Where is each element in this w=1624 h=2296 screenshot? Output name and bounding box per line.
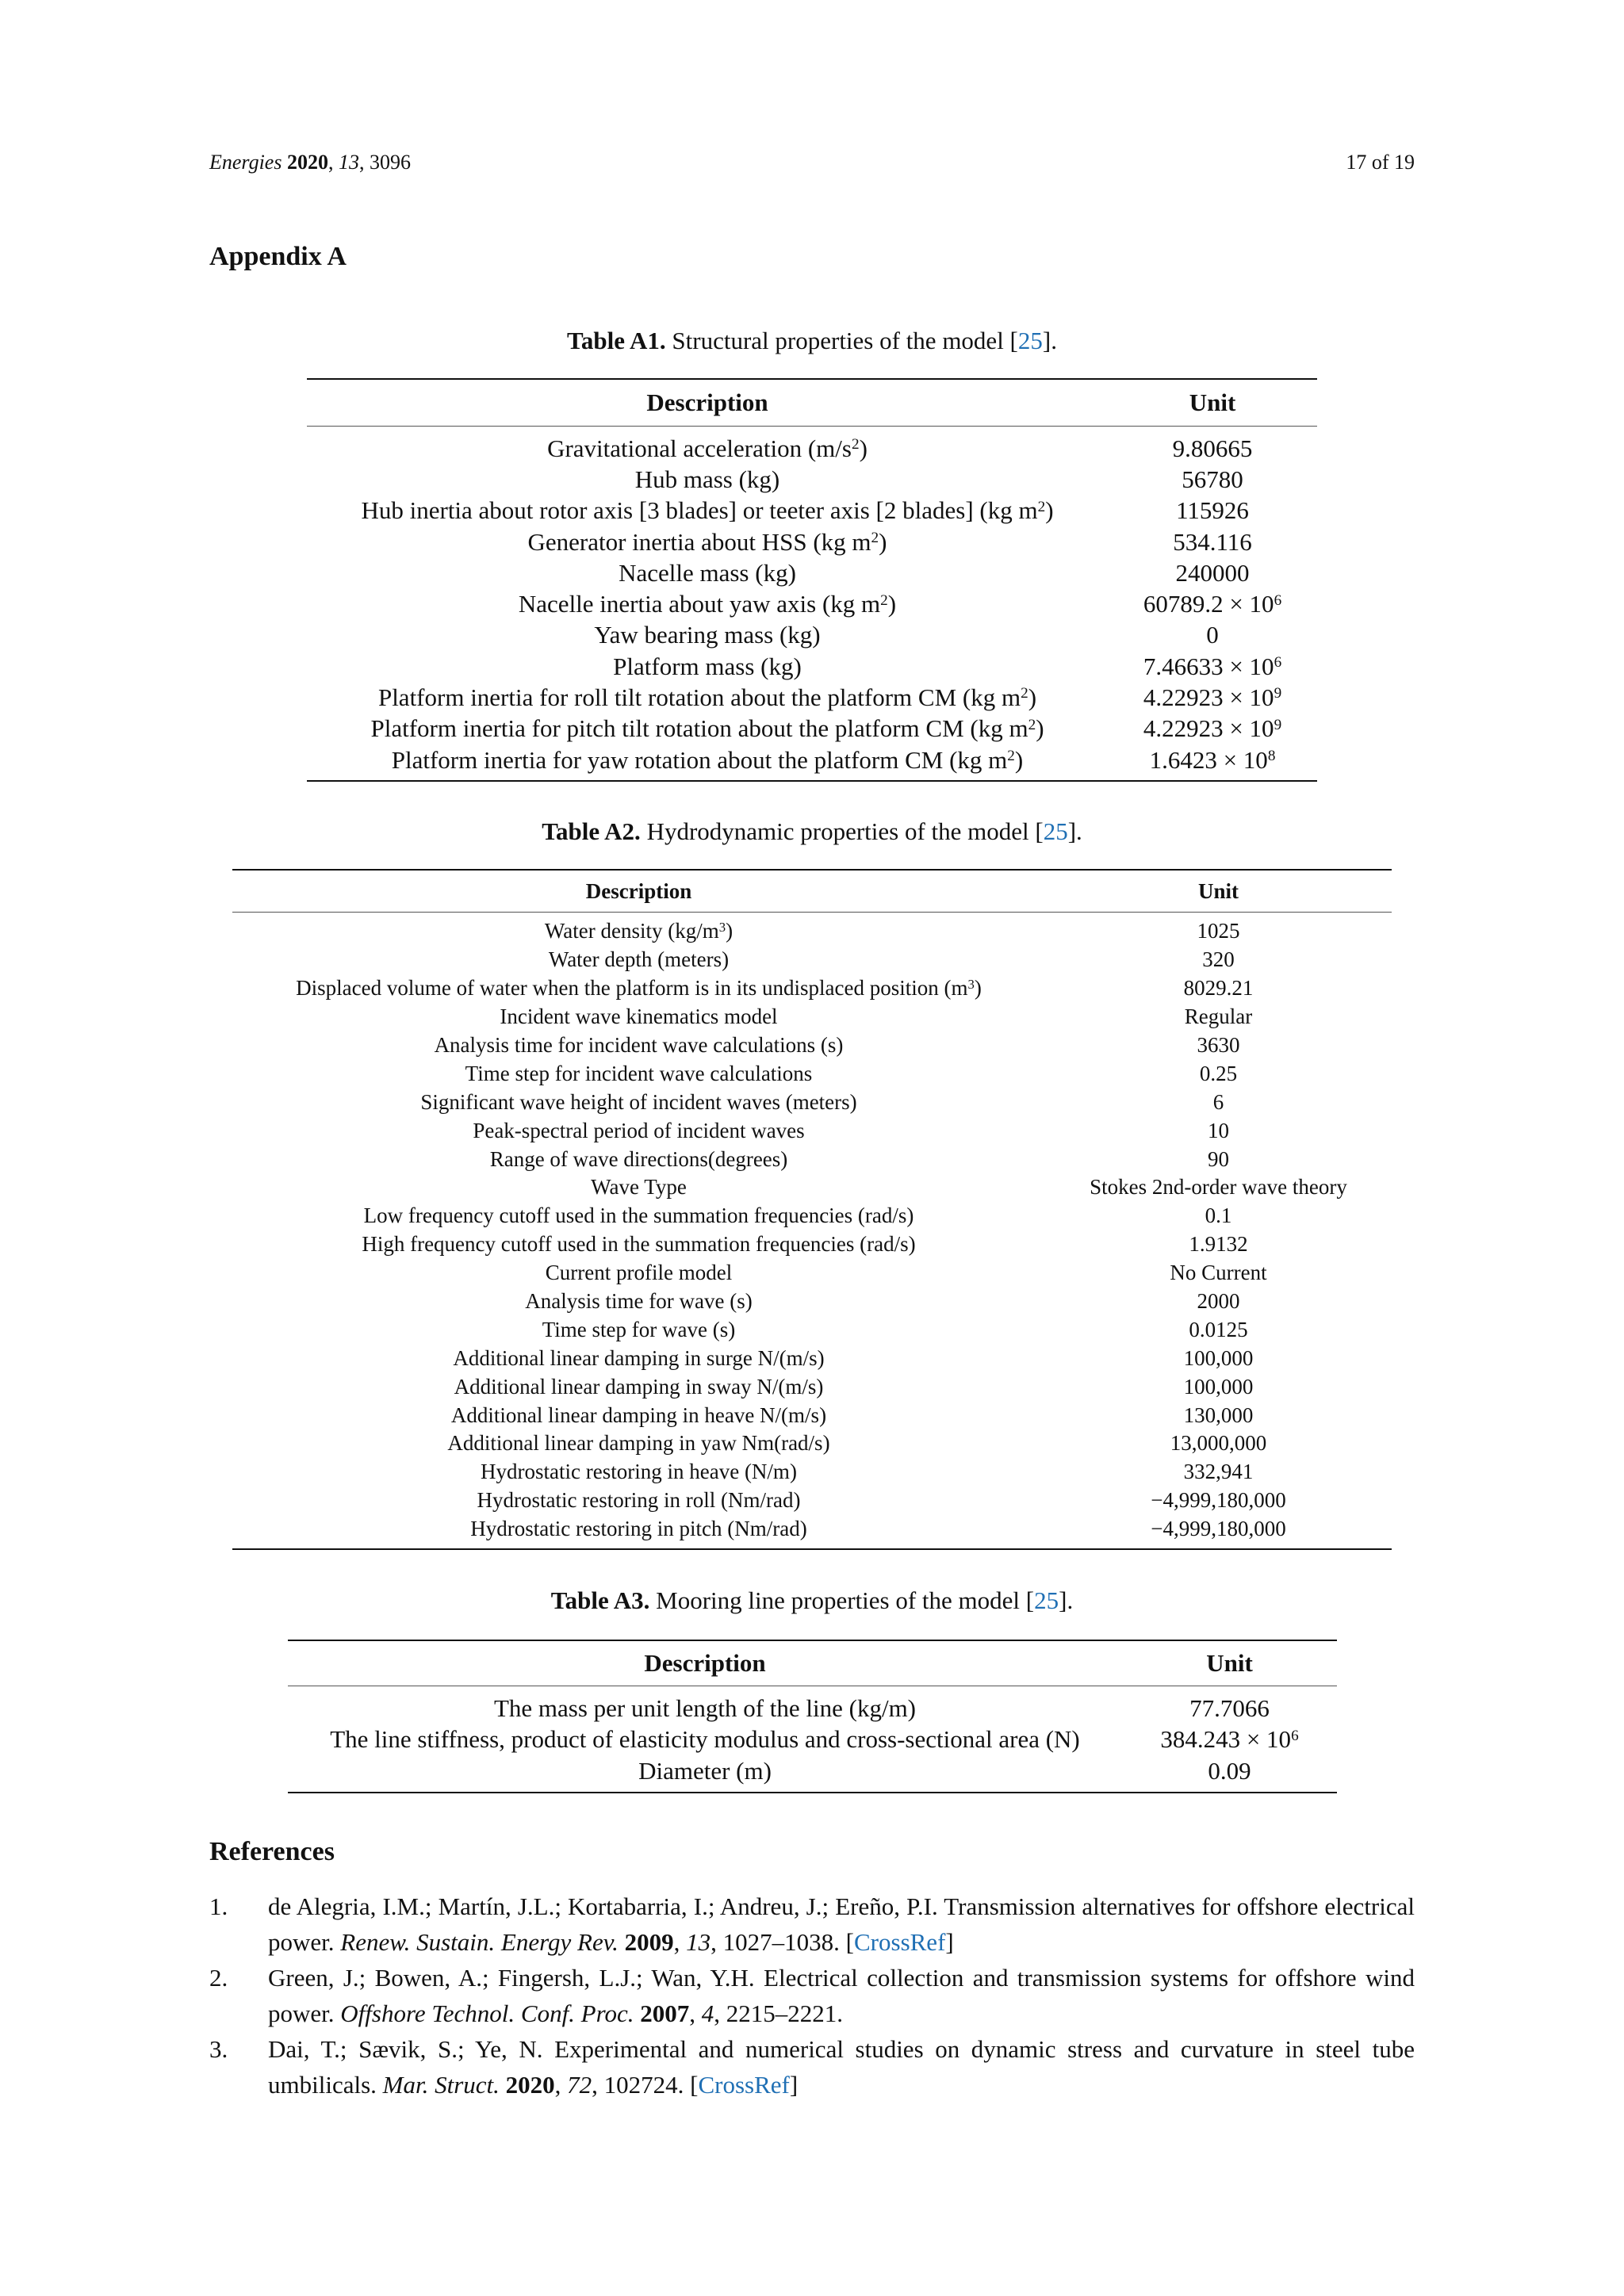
table-a3 [288,1640,1337,1793]
superscript: 8 [1267,748,1276,764]
table-row [232,974,1392,1003]
unit-cell: $1.6423 \times 10^8$ [1149,745,1276,774]
description-cell: Platform mass (kg) [613,652,802,680]
description-cell: Low frequency cutoff used in the summation frequencies (rad/s) [363,1203,914,1228]
reference-item: 1. de Alegria, I.M.; Martín, J.L.; Kortabarria, I.; Andreu, J.; Ereño, P.I. Transmission alternatives for offshore electrical power. Renew. Sustain. Energy Rev. 2009, 13, 1027–1038. [CrossRef] [209,1888,1415,1960]
description-cell: Additional linear damping in heave N/(m/s) [450,1402,827,1427]
table-row [307,427,1317,465]
unit-cell: $384.243 \times 10^6$ [1160,1725,1299,1754]
superscript: 9 [1274,685,1282,702]
unit-cell: 100,000 [1183,1374,1254,1399]
superscript: 2 [1021,685,1028,702]
table-row [232,913,1392,946]
unit-cell: $4.22923 \times 10^9$ [1143,683,1282,712]
references-heading: References [209,1837,335,1866]
reference-year: 2009 [624,1928,674,1956]
unit-cell: 0.0125 [1189,1317,1248,1341]
crossref-link[interactable]: CrossRef [698,2071,790,2099]
table-row [232,1401,1392,1429]
table-a1 [307,378,1317,782]
table-row [307,557,1317,588]
journal-name: Energies [209,151,282,174]
unit-cell: 3630 [1197,1033,1240,1057]
table-row [232,1344,1392,1372]
description-cell: Peak-spectral period of incident waves [473,1118,805,1142]
description-cell: The mass per unit length of the line (kg/m) [493,1693,917,1722]
table-row [307,588,1317,619]
table-row [288,1724,1337,1756]
article-number: 3096 [369,151,411,174]
unit-cell: 2000 [1197,1289,1240,1314]
unit-cell: $60789.2 \times 10^6$ [1143,590,1282,618]
unit-cell: 320 [1202,947,1235,972]
table-row [232,1230,1392,1259]
table-row [307,714,1317,744]
column-header-description: Description [232,870,1045,913]
description-cell: Nacelle mass (kg) [619,558,796,587]
table-row [307,744,1317,781]
unit-cell: −4,999,180,000 [1151,1517,1286,1541]
superscript: 6 [1274,591,1282,609]
table-a3-caption: Table A3. Mooring line properties of the model [25]. [550,1586,1074,1614]
description-cell: Time step for wave (s) [542,1317,736,1341]
table-row [232,1202,1392,1230]
description-cell: Nacelle inertia about yaw axis (kg $m^2$) [518,590,897,618]
description-cell: Platform inertia for roll tilt rotation about the platform CM (kg $m^2$) [377,683,1037,712]
unit-cell: 13,000,000 [1170,1431,1267,1456]
description-cell: Incident wave kinematics model [500,1004,778,1029]
column-header-unit: Unit [1108,379,1317,427]
unit-cell: 130,000 [1183,1402,1254,1427]
reference-item: 2. Green, J.; Bowen, A.; Fingersh, L.J.; Wan, Y.H. Electrical collection and transmission systems for offshore wind power. Offshore Technol. Conf. Proc. 2007, 4, 2215–2221. [209,1960,1415,2031]
description-cell: Hydrostatic restoring in pitch (Nm/rad) [470,1517,807,1541]
citation-link[interactable]: 25 [1034,1586,1059,1614]
superscript: 3 [967,976,975,992]
unit-cell: 0.1 [1205,1203,1232,1228]
reference-volume: 13 [686,1928,711,1956]
description-cell: Time step for incident wave calculations [465,1061,813,1085]
unit-cell: 10 [1208,1118,1229,1142]
description-cell: Current profile model [545,1261,733,1285]
unit-cell: 332,941 [1183,1460,1254,1484]
reference-journal: Offshore Technol. Conf. Proc. [340,1999,634,2027]
reference-number: 1. [209,1892,228,1920]
description-cell: Additional linear damping in sway N/(m/s) [454,1374,824,1399]
unit-cell: Stokes 2nd-order wave theory [1090,1175,1347,1200]
unit-cell: 115926 [1176,496,1249,525]
table-a1-label: Table A1. [567,327,666,354]
table-row [232,1429,1392,1458]
citation-link[interactable]: 25 [1043,817,1068,845]
description-cell: Water density $(kg/m^3)$ [544,919,733,943]
table-row [307,620,1317,651]
journal-year: 2020 [286,151,328,174]
references-list [209,1888,1415,2103]
superscript: 2 [871,529,879,546]
table-row [232,1515,1392,1549]
table-row [232,1116,1392,1145]
description-cell: Water depth (meters) [548,947,730,972]
unit-cell: 6 [1212,1089,1224,1114]
unit-cell: 0 [1206,621,1219,649]
table-row [232,1487,1392,1515]
unit-cell: $4.22923 \times 10^9$ [1143,714,1282,743]
superscript: 2 [1007,748,1015,764]
table-row [307,464,1317,495]
table-row [307,496,1317,526]
unit-cell: 534.116 [1173,527,1252,556]
description-cell: Additional linear damping in surge N/(m/s) [453,1345,825,1370]
table-row [232,1031,1392,1060]
table-row [307,526,1317,557]
description-cell: Wave Type [591,1175,687,1200]
unit-cell: No Current [1170,1261,1267,1285]
superscript: 2 [880,591,888,609]
table-row [232,1173,1392,1202]
unit-cell: 0.25 [1199,1061,1238,1085]
running-header-citation: Energies 2020, 13, 3096 [209,151,411,174]
unit-cell: 0.09 [1208,1756,1251,1785]
description-cell: Hub inertia about rotor axis [3 blades] or teeter axis [2 blades] (kg $m^2$) [361,496,1054,525]
unit-cell: $7.46633 \times 10^6$ [1143,652,1282,680]
description-cell: Platform inertia for pitch tilt rotation about the platform CM (kg $m^2$) [370,714,1044,743]
unit-cell: 90 [1208,1146,1229,1171]
unit-cell: Regular [1184,1004,1253,1029]
unit-cell: 56780 [1182,465,1243,493]
table-row [288,1755,1337,1793]
citation-link[interactable]: 25 [1017,327,1043,354]
appendix-heading: Appendix A [209,242,347,271]
superscript: 6 [1274,654,1282,672]
superscript: 2 [1028,716,1036,733]
unit-cell: 77.7066 [1189,1693,1270,1722]
table-row [232,1088,1392,1116]
description-cell: Yaw bearing mass (kg) [594,621,821,649]
table-row [232,1458,1392,1487]
table-row [232,1145,1392,1173]
unit-cell: 8029.21 [1183,976,1254,1001]
description-cell: Hydrostatic restoring in heave (N/m) [481,1460,797,1484]
reference-volume: 4 [701,1999,714,2027]
reference-number: 2. [209,1964,228,1992]
table-row [232,1372,1392,1401]
unit-cell: 1.9132 [1189,1232,1248,1257]
table-row [232,1059,1392,1088]
superscript: 2 [851,436,860,453]
description-cell: Platform inertia for yaw rotation about the platform CM (kg $m^2$) [391,745,1024,774]
description-cell: The line stiffness, product of elasticity modulus and cross-sectional area (N) [330,1725,1080,1754]
description-cell: Generator inertia about HSS (kg $m^2$) [527,527,887,556]
unit-cell: 100,000 [1183,1345,1254,1370]
reference-journal: Renew. Sustain. Energy Rev. [340,1928,619,1956]
description-cell: Displaced volume of water when the platform is in its undisplaced position $(m^3)$ [296,976,982,1001]
column-header-description: Description [288,1640,1122,1686]
table-row [307,682,1317,713]
description-cell: Additional linear damping in yaw Nm(rad/s) [447,1431,830,1456]
description-cell: High frequency cutoff used in the summation frequencies (rad/s) [362,1232,916,1257]
table-row [232,1315,1392,1344]
unit-cell: −4,999,180,000 [1151,1488,1286,1513]
journal-volume: 13 [338,151,359,174]
column-header-unit: Unit [1122,1640,1337,1686]
superscript: 2 [1037,498,1046,515]
reference-number: 3. [209,2035,228,2063]
reference-item: 3. Dai, T.; Sævik, S.; Ye, N. Experimental and numerical studies on dynamic stress and curvature in steel tube umbilicals. Mar. Struct. 2020, 72, 102724. [CrossRef] [209,2031,1415,2103]
table-row [232,1003,1392,1031]
description-cell: Range of wave directions(degrees) [489,1146,788,1171]
table-row [307,651,1317,682]
unit-cell: 1025 [1197,919,1240,943]
description-cell: Significant wave height of incident waves (meters) [420,1089,857,1114]
table-row [232,946,1392,974]
table-a1-caption: Table A1. Structural properties of the model [25]. [567,327,1057,354]
description-cell: Diameter (m) [638,1756,772,1785]
column-header-unit: Unit [1045,870,1392,913]
reference-volume: 72 [567,2071,592,2099]
table-a2 [232,869,1392,1550]
description-cell: Analysis time for incident wave calculations (s) [434,1033,844,1057]
table-a2-label: Table A2. [542,817,641,845]
table-row [232,1288,1392,1316]
table-row [232,1259,1392,1288]
superscript: 6 [1291,1727,1299,1744]
table-a2-caption: Table A2. Hydrodynamic properties of the model [25]. [542,817,1082,845]
description-cell: Hub mass (kg) [634,465,780,493]
description-cell: Gravitational acceleration $(m/s^2)$ [547,434,868,462]
unit-cell: 9.80665 [1172,434,1253,462]
reference-year: 2007 [640,1999,690,2027]
page-number: 17 of 19 [1346,151,1415,174]
crossref-link[interactable]: CrossRef [854,1928,946,1956]
reference-journal: Mar. Struct. [382,2071,500,2099]
unit-cell: 240000 [1175,558,1250,587]
table-a3-label: Table A3. [550,1586,650,1614]
description-cell: Hydrostatic restoring in roll (Nm/rad) [477,1488,801,1513]
description-cell: Analysis time for wave (s) [525,1289,753,1314]
superscript: 9 [1274,716,1282,733]
superscript: 3 [718,920,726,936]
reference-year: 2020 [505,2071,555,2099]
column-header-description: Description [307,379,1108,427]
table-row [288,1686,1337,1724]
